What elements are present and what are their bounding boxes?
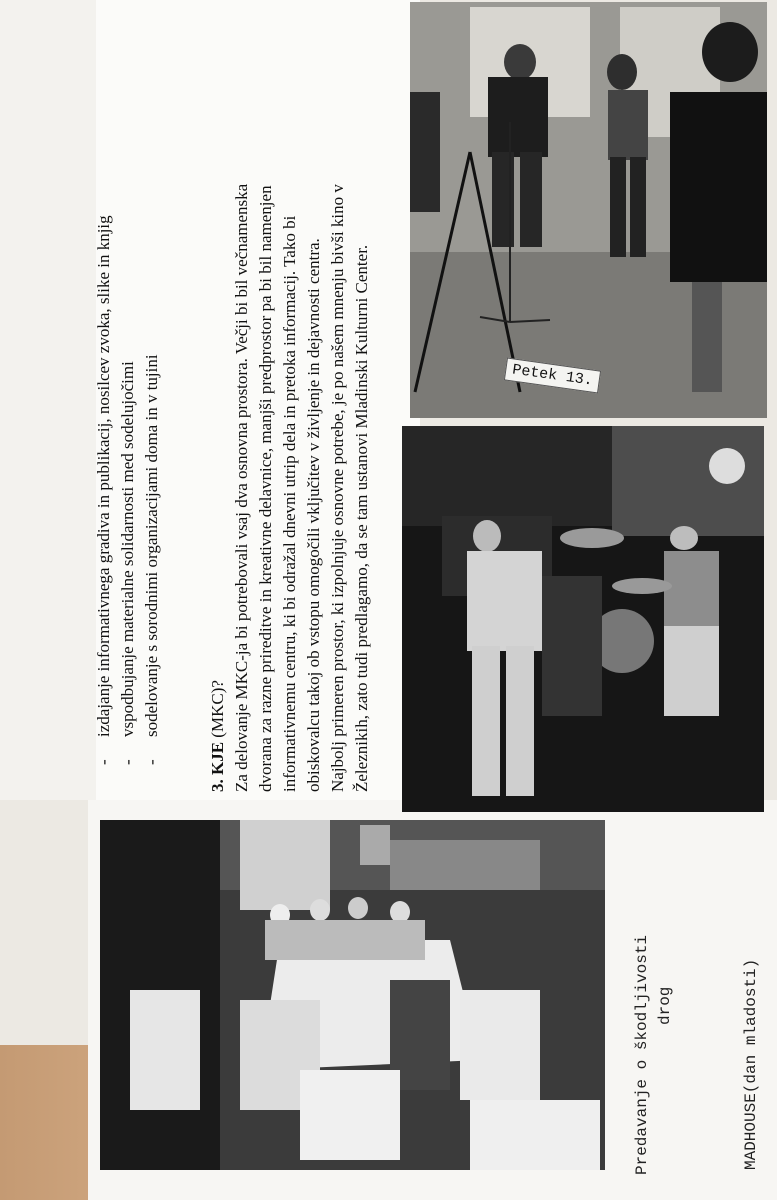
left-paper-strip [0,0,100,800]
section-heading: 3. KJE (MKC)? [208,680,227,792]
caption-predavanje-line-1: Predavanje o škodljivosti [633,934,651,1175]
bullet-1: -izdajanje informativnega gradiva in publikacij, nosilcev zvoka, slike in knjig [94,215,113,765]
paragraph-line-5: Najbolj primeren prostor, ki izpolnjuje osnovne potrebe, je po našem mnenju bivši kino v [328,184,347,792]
photo-concert [402,426,764,812]
caption-petek: Petek 13. [504,358,601,394]
paragraph-line-6: Železnikih, zato tudi predlagamo, da se tam ustanovi Mladinski Kulturni Center. [352,244,371,792]
paragraph-line-3: informativnemu centru, ki bi odražal dnevni utrip dela in pretoka informacij. Tako bi [280,215,299,792]
paragraph-line-4: obiskovalcu takoj ob vstopu omogočili vključitev v življenje in dejavnosti centra. [304,238,323,792]
bullet-2: -vspodbujanje materialne solidarnosti med sodelujočimi [118,361,137,765]
caption-madhouse: MADHOUSE(dan mladosti) [742,958,760,1170]
paragraph-line-2: dvorana za razne prireditve in kreativne delavnice, manjši predprostor pa bi bil namenjen [256,185,275,792]
bullet-3: -sodelovanje s sorodnimi organizacijami doma in v tujini [142,354,161,765]
caption-predavanje-line-2: drog [656,986,674,1025]
photo-lecture [100,820,605,1170]
photo-rehearsal [410,2,767,418]
paragraph-line-1: Za delovanje MKC-ja bi potrebovali vsaj dva osnovna prostora. Večji bi bil večnamenska [232,183,251,792]
